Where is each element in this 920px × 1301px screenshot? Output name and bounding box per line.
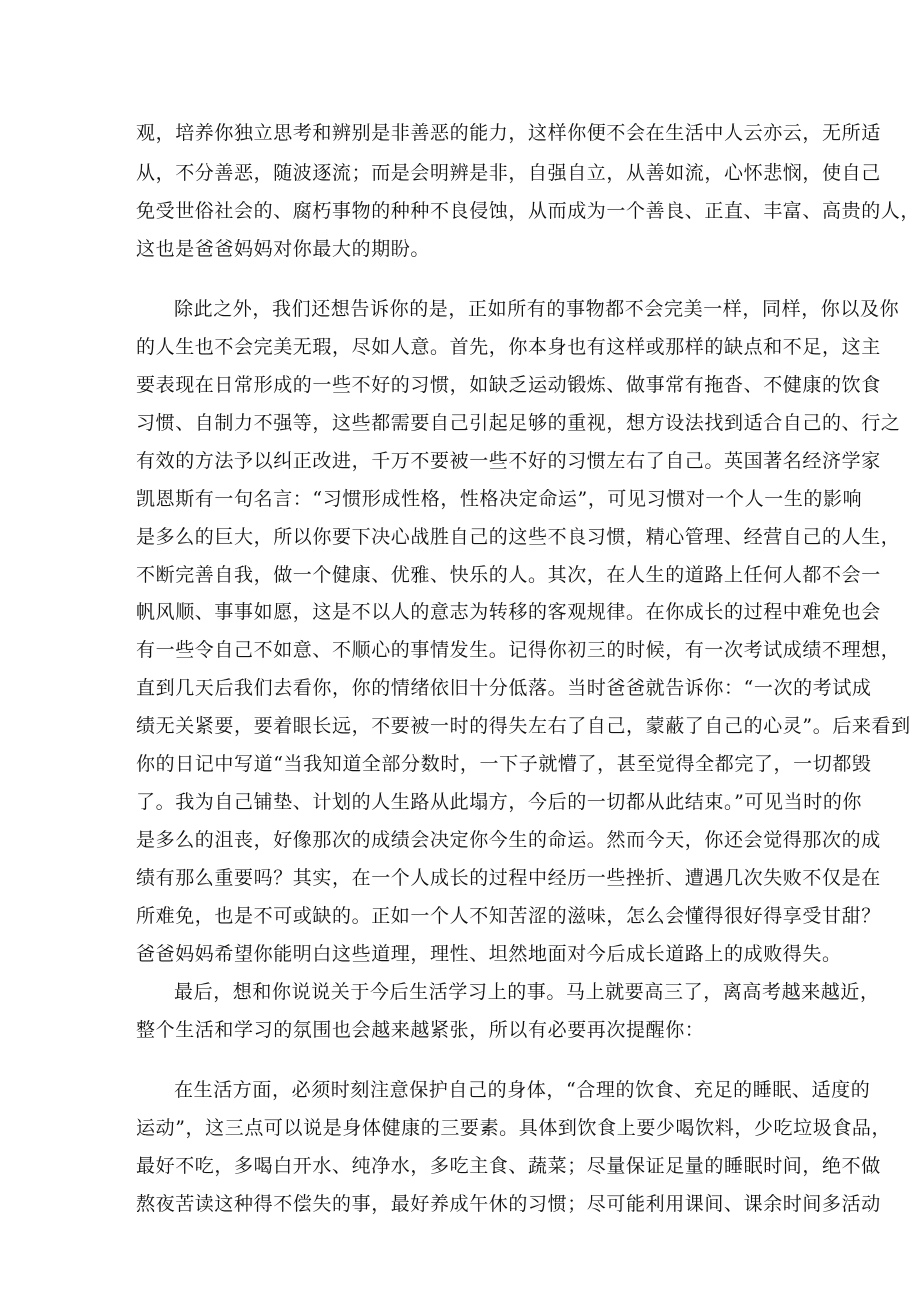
text-line: 这也是爸爸妈妈对你最大的期盼。 [136,238,431,260]
text-line: 观，培养你独立思考和辨别是非善恶的能力，这样你便不会在生活中人云亦云，无所适 [136,122,881,144]
text-line: 整个生活和学习的氛围也会越来越紧张，所以有必要再次提醒你： [136,1019,705,1041]
text-line: 是多么的巨大，所以你要下决心战胜自己的这些不良习惯，精心管理、经营自己的人生， [136,526,901,548]
text-line: 凯恩斯有一句名言：“习惯形成性格，性格决定命运”，可见习惯对一个人一生的影响 [136,488,863,510]
text-line: 是多么的沮丧，好像那次的成绩会决定你今生的命运。然而今天，你还会觉得那次的成 [136,829,881,851]
text-line: 了。我为自己铺垫、计划的人生路从此塌方，今后的一切都从此结束。”可见当时的你 [136,791,863,813]
text-line: 有效的方法予以纠正改进，千万不要被一些不好的习惯左右了自己。英国著名经济学家 [136,450,881,472]
text-line: 绩有那么重要吗？其实，在一个人成长的过程中经历一些挫折、遭遇几次失败不仅是在 [136,867,881,889]
text-line: 从，不分善恶，随波逐流；而是会明辨是非，自强自立，从善如流，心怀悲悯，使自己 [136,162,881,184]
text-line: 帆风顺、事事如愿，这是不以人的意志为转移的客观规律。在你成长的过程中难免也会 [136,601,881,623]
text-line: 所难免，也是不可或缺的。正如一个人不知苦涩的滋味，怎么会懂得很好得享受甘甜？ [136,905,881,927]
text-line: 绩无关紧要，要着眼长远，不要被一时的得失左右了自己，蒙蔽了自己的心灵”。后来看到 [136,715,911,737]
text-line: 不断完善自我，做一个健康、优雅、快乐的人。其次，在人生的道路上任何人都不会一 [136,564,881,586]
text-line: 运动”，这三点可以说是身体健康的三要素。具体到饮食上要少喝饮料，少吃垃圾食品， [136,1117,892,1139]
text-line: 最好不吃，多喝白开水、纯净水，多吃主食、蔬菜；尽量保证足量的睡眠时间，绝不做 [136,1155,881,1177]
text-line: 最后，想和你说说关于今后生活学习上的事。马上就要高三了，离高考越来越近， [174,981,880,1003]
text-line: 熬夜苦读这种得不偿失的事，最好养成午休的习惯；尽可能利用课间、课余时间多活动 [136,1193,881,1215]
text-line: 免受世俗社会的、腐朽事物的种种不良侵蚀，从而成为一个善良、正直、丰富、高贵的人， [136,200,920,222]
text-line: 要表现在日常形成的一些不好的习惯，如缺乏运动锻炼、做事常有拖沓、不健康的饮食 [136,374,881,396]
text-line: 有一些令自己不如意、不顺心的事情发生。记得你初三的时候，有一次考试成绩不理想， [136,639,901,661]
text-line: 习惯、自制力不强等，这些都需要自己引起足够的重视，想方设法找到适合自己的、行之 [136,412,901,434]
text-line: 的人生也不会完美无瑕，尽如人意。首先，你本身也有这样或那样的缺点和不足，这主 [136,336,881,358]
text-line: 在生活方面，必须时刻注意保护自己的身体，“合理的饮食、充足的睡眠、适度的 [174,1079,871,1101]
text-line: 你的日记中写道“当我知道全部分数时，一下子就懵了，甚至觉得全都完了，一切都毁 [136,753,872,775]
text-line: 除此之外，我们还想告诉你的是，正如所有的事物都不会完美一样，同样，你以及你 [174,298,900,320]
text-line: 直到几天后我们去看你，你的情绪依旧十分低落。当时爸爸就告诉你：“一次的考试成 [136,677,872,699]
text-line: 爸爸妈妈希望你能明白这些道理，理性、坦然地面对今后成长道路上的成败得失。 [136,943,842,965]
